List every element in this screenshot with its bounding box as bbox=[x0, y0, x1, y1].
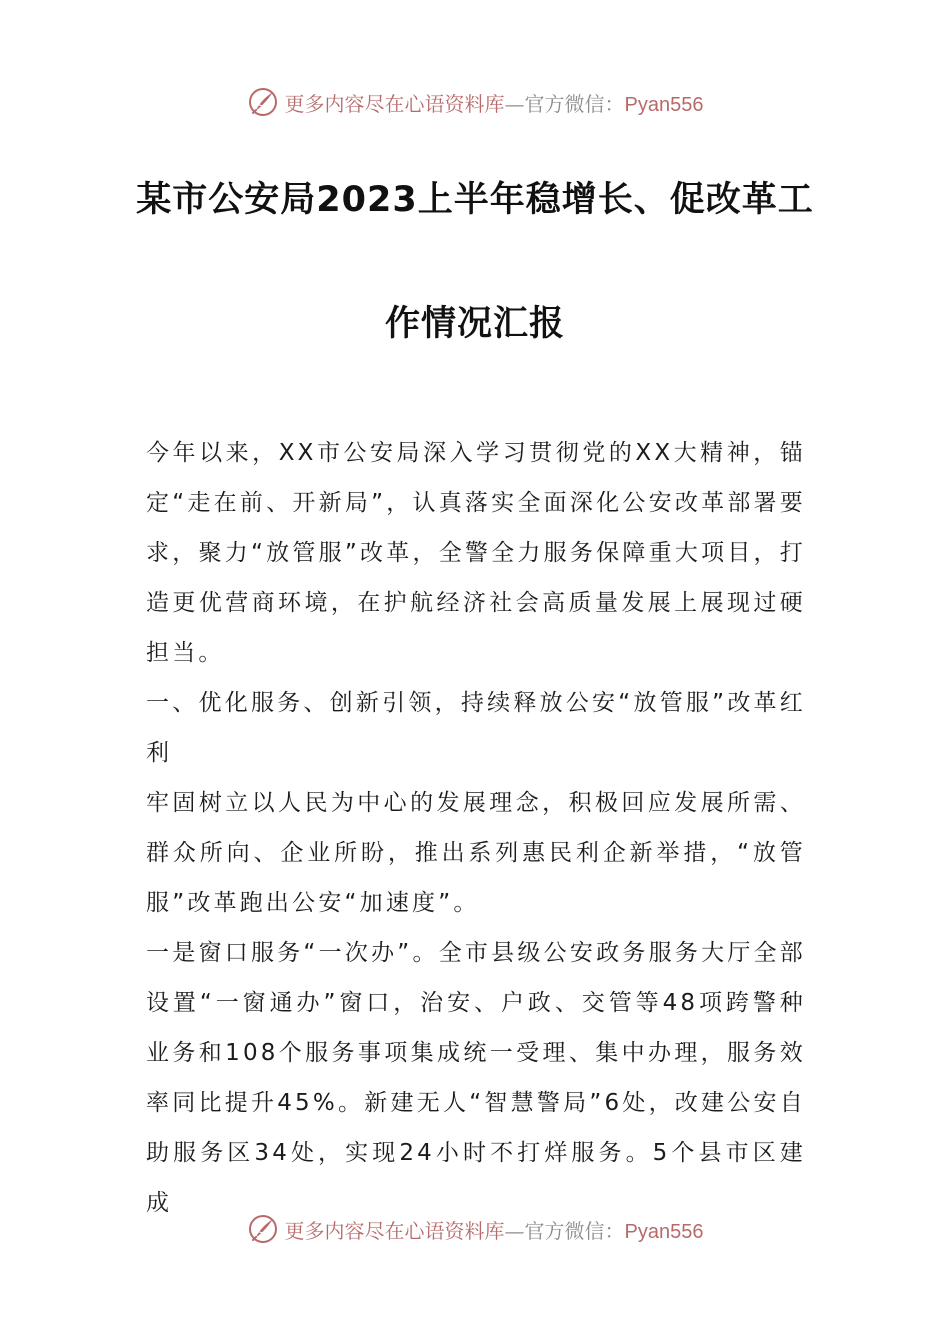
body-paragraph-intro: 今年以来，XX市公安局深入学习贯彻党的XX大精神，锚定“走在前、开新局”，认真落实全面深化公安改革部署要求，聚力“放管服”改革，全警全力服务保障重大项目，打造更优营商环境，在护航经济社会高质量发展上展现过硬担当。 bbox=[146, 440, 806, 666]
watermark-text-wechat-id: Pyan556 bbox=[624, 93, 704, 116]
watermark-text-wechat-label: —官方微信： bbox=[504, 1218, 625, 1243]
watermark-text bbox=[285, 88, 704, 117]
document-title-line-2: 作情况汇报 bbox=[384, 304, 565, 344]
section-heading-1: 一、优化服务、创新引领，持续释放公安“放管服”改革红利 bbox=[146, 690, 806, 766]
quill-logo-icon bbox=[247, 1213, 279, 1245]
quill-logo-icon bbox=[247, 86, 279, 118]
watermark-text-brand: 更多内容尽在心语资料库 bbox=[284, 1218, 505, 1243]
watermark-header bbox=[0, 82, 950, 122]
document-body bbox=[146, 428, 806, 1228]
watermark-footer bbox=[0, 1209, 950, 1249]
watermark-text-wechat-id: Pyan556 bbox=[624, 1220, 704, 1243]
watermark-text-wechat-label: —官方微信： bbox=[504, 91, 625, 116]
watermark-text bbox=[285, 1215, 704, 1244]
document-title-line-1: 某市公安局2023上半年稳增长、促改革工 bbox=[136, 180, 814, 220]
body-paragraph-window-service: 一是窗口服务“一次办”。全市县级公安政务服务大厅全部设置“一窗通办”窗口，治安、户政、交管等48项跨警种业务和108个服务事项集成统一受理、集中办理，服务效率同比提升45%。新建无人“智慧警局”6处，改建公安自助服务区34处，实现24小时不打烊服务。5个县市区建成 bbox=[146, 940, 806, 1216]
watermark-text-brand: 更多内容尽在心语资料库 bbox=[284, 91, 505, 116]
body-paragraph-section-intro: 牢固树立以人民为中心的发展理念，积极回应发展所需、群众所向、企业所盼，推出系列惠民利企新举措，“放管服”改革跑出公安“加速度”。 bbox=[146, 790, 806, 916]
